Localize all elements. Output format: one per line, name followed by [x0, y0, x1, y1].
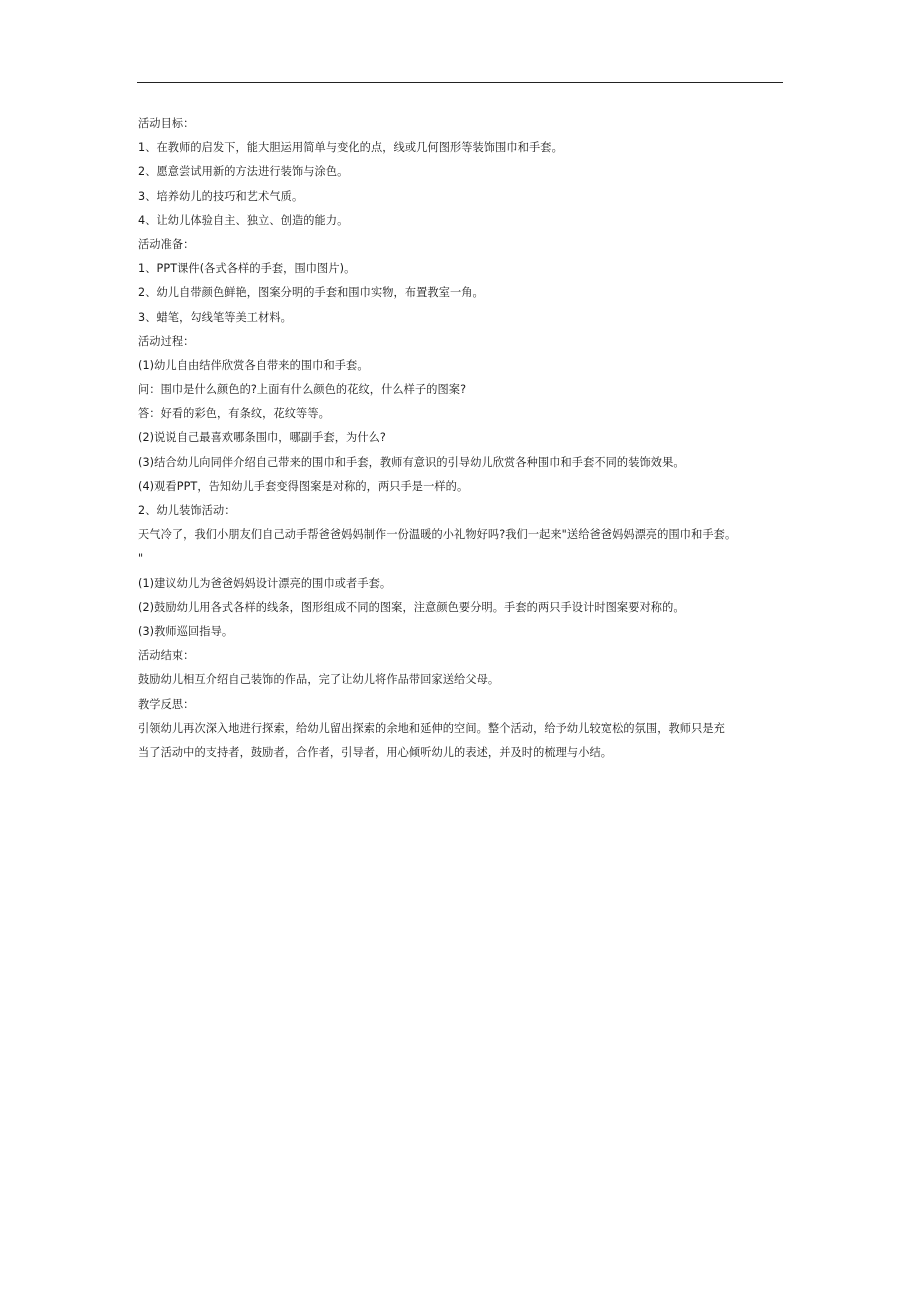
preparation-item: 2、幼儿自带颜色鲜艳，图案分明的手套和围巾实物，布置教室一角。	[138, 286, 484, 300]
header-rule	[137, 82, 783, 83]
goal-item: 4、让幼儿体验自主、独立、创造的能力。	[138, 213, 349, 227]
heading-preparation: 活动准备：	[138, 237, 195, 251]
heading-goals: 活动目标：	[138, 117, 195, 130]
decoration-intro: 天气冷了，我们小朋友们自己动手帮爸爸妈妈制作一份温暖的小礼物好吗?我们一起来"送给爸爸妈妈漂亮的围巾和手套。	[138, 528, 737, 542]
heading-ending: 活动结束：	[138, 649, 195, 663]
heading-process: 活动过程：	[138, 334, 195, 348]
process-answer: 答：好看的彩色，有条纹，花纹等等。	[138, 407, 330, 421]
goal-item: 2、愿意尝试用新的方法进行装饰与涂色。	[138, 165, 349, 179]
process-item: (2)说说自己最喜欢哪条围巾，哪副手套，为什么?	[138, 431, 386, 445]
decoration-item: (1)建议幼儿为爸爸妈妈设计漂亮的围巾或者手套。	[138, 576, 392, 590]
reflection-text: 当了活动中的支持者，鼓励者，合作者，引导者，用心倾听幼儿的表述，并及时的梳理与小结。	[138, 745, 613, 759]
process-item: (4)观看PPT，告知幼儿手套变得图案是对称的，两只手是一样的。	[138, 479, 469, 493]
preparation-item: 3、蜡笔，勾线笔等美工材料。	[138, 310, 292, 324]
preparation-item: 1、PPT课件(各式各样的手套，围巾图片)。	[138, 262, 356, 276]
heading-reflection: 教学反思：	[138, 697, 195, 711]
ending-text: 鼓励幼儿相互介绍自己装饰的作品，完了让幼儿将作品带回家送给父母。	[138, 673, 500, 687]
decoration-intro-continued: "	[138, 552, 144, 566]
decoration-item: (3)教师巡回指导。	[138, 624, 234, 638]
process-item: (3)结合幼儿向同伴介绍自己带来的围巾和手套，教师有意识的引导幼儿欣赏各种围巾和手套不同的装饰效果。	[138, 455, 685, 469]
reflection-text: 引领幼儿再次深入地进行探索，给幼儿留出探索的余地和延伸的空间。整个活动，给予幼儿较宽松的氛围，教师只是充	[138, 721, 725, 735]
goal-item: 1、在教师的启发下，能大胆运用简单与变化的点，线或几何图形等装饰围巾和手套。	[138, 141, 563, 155]
process-item: (1)幼儿自由结伴欣赏各自带来的围巾和手套。	[138, 358, 369, 372]
document-body	[138, 112, 786, 765]
decoration-item: (2)鼓励幼儿用各式各样的线条，图形组成不同的图案，注意颜色要分明。手套的两只手设计时图案要对称的。	[138, 600, 685, 614]
subheading-decoration: 2、幼儿装饰活动：	[138, 504, 236, 517]
goal-item: 3、培养幼儿的技巧和艺术气质。	[138, 189, 304, 203]
process-question: 问：围巾是什么颜色的?上面有什么颜色的花纹，什么样子的图案?	[138, 383, 467, 397]
